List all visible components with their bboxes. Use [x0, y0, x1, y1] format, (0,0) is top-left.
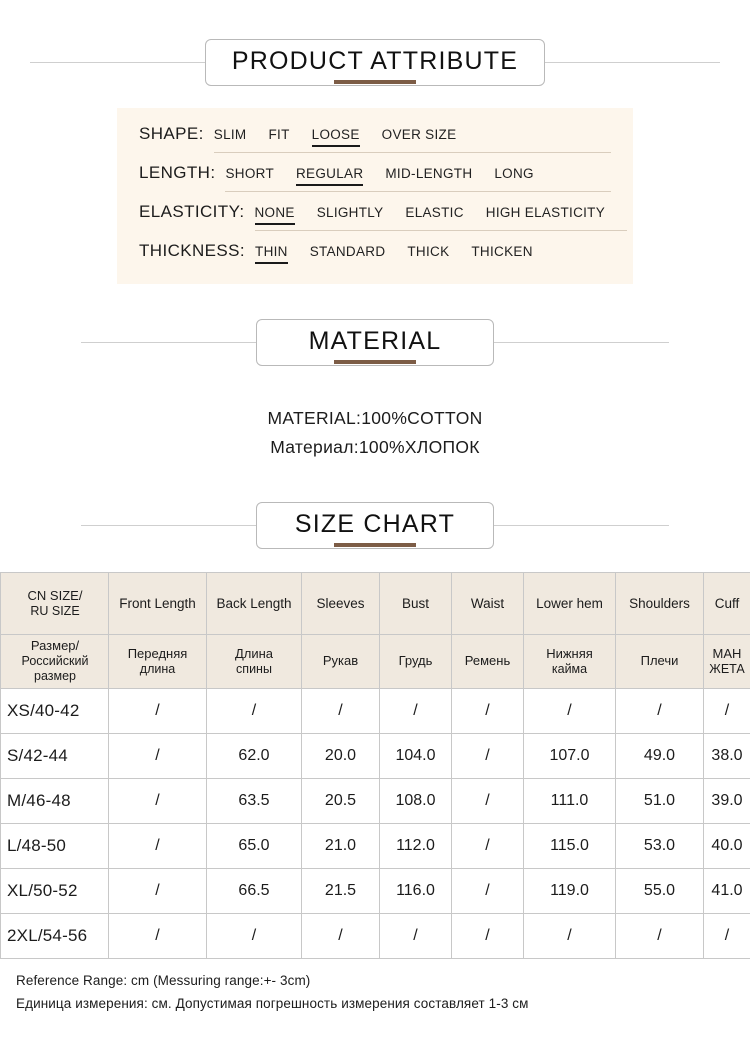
attribute-row-shape: [139, 124, 611, 147]
header-cell-waist: Waist: [452, 572, 524, 634]
header-cell-sleeves: Sleeves: [302, 572, 380, 634]
cell-bust: /: [380, 688, 452, 733]
section-header-material: [0, 314, 750, 370]
product-attribute-title-box: [205, 39, 545, 86]
section-header-product-attribute: [0, 34, 750, 90]
header-cell-waist-ru: Ремень: [452, 634, 524, 688]
header-ru-back-2: спины: [236, 661, 272, 676]
attribute-option-regular[interactable]: REGULAR: [296, 166, 363, 186]
attribute-panel: [117, 108, 633, 284]
attribute-option-loose[interactable]: LOOSE: [312, 127, 360, 147]
divider-left: [81, 342, 256, 343]
table-row: [1, 778, 750, 823]
table-row: [1, 733, 750, 778]
cell-lower-hem: 111.0: [524, 778, 616, 823]
attribute-row-length: [139, 163, 611, 186]
row-size: S/42-44: [1, 733, 109, 778]
cell-shoulders: 49.0: [616, 733, 704, 778]
page-title: PRODUCT ATTRIBUTE: [231, 46, 519, 75]
row-size: M/46-48: [1, 778, 109, 823]
header-ru-cuff-1: МАН: [712, 645, 742, 661]
attribute-option-slightly[interactable]: SLIGHTLY: [316, 205, 384, 220]
attribute-option-thicken[interactable]: THICKEN: [471, 244, 533, 259]
cell-cuff: 41.0: [704, 868, 750, 913]
attribute-row-thickness: [139, 241, 611, 264]
material-block: [0, 404, 750, 462]
header-ru-front-2: длина: [139, 661, 176, 676]
divider-left: [30, 62, 205, 63]
attribute-label-elasticity: ELASTICITY:: [139, 202, 245, 221]
header-cell-cuff: Cuff: [704, 572, 750, 634]
divider-right: [545, 62, 720, 63]
cell-sleeves: 20.5: [302, 778, 380, 823]
cell-front-length: /: [109, 913, 207, 958]
attribute-label-shape: SHAPE:: [139, 124, 204, 143]
header-ru-back-1: Длина: [234, 645, 274, 661]
attribute-option-slim[interactable]: SLIM: [213, 127, 247, 142]
cell-cuff: 40.0: [704, 823, 750, 868]
cell-lower-hem: /: [524, 913, 616, 958]
divider-right: [494, 342, 669, 343]
cell-waist: /: [452, 868, 524, 913]
cell-waist: /: [452, 778, 524, 823]
header-size-en-1: CN SIZE/: [27, 587, 83, 603]
row-size: XL/50-52: [1, 868, 109, 913]
material-title-box: [256, 319, 495, 366]
header-cell-cuff-ru: [704, 634, 750, 688]
cell-back-length: 65.0: [207, 823, 302, 868]
cell-sleeves: /: [302, 913, 380, 958]
cell-shoulders: 55.0: [616, 868, 704, 913]
cell-shoulders: /: [616, 913, 704, 958]
header-cell-front-length: Front Length: [109, 572, 207, 634]
cell-sleeves: 21.0: [302, 823, 380, 868]
header-cell-back-length-ru: [207, 634, 302, 688]
attribute-options-shape: [214, 127, 611, 147]
cell-lower-hem: 107.0: [524, 733, 616, 778]
cell-cuff: 38.0: [704, 733, 750, 778]
title-underline: [334, 80, 416, 84]
cell-bust: 112.0: [380, 823, 452, 868]
attribute-option-mid-length[interactable]: MID-LENGTH: [385, 166, 473, 181]
attribute-option-elastic[interactable]: ELASTIC: [405, 205, 464, 220]
attribute-option-fit[interactable]: FIT: [268, 127, 290, 142]
cell-front-length: /: [109, 733, 207, 778]
cell-shoulders: 53.0: [616, 823, 704, 868]
cell-waist: /: [452, 823, 524, 868]
attribute-option-long[interactable]: LONG: [494, 166, 534, 181]
header-cell-front-length-ru: [109, 634, 207, 688]
header-cell-sleeves-ru: Рукав: [302, 634, 380, 688]
header-cell-shoulders: Shoulders: [616, 572, 704, 634]
cell-shoulders: 51.0: [616, 778, 704, 823]
cell-cuff: /: [704, 913, 750, 958]
table-row: [1, 688, 750, 733]
divider-left: [81, 525, 256, 526]
header-size-ru-2: Российский: [21, 654, 89, 669]
measurement-notes: [0, 959, 750, 1016]
header-ru-hem-2: кайма: [551, 661, 588, 676]
cell-cuff: 39.0: [704, 778, 750, 823]
table-row: [1, 868, 750, 913]
cell-front-length: /: [109, 868, 207, 913]
attribute-row-divider: [214, 152, 611, 153]
cell-back-length: 63.5: [207, 778, 302, 823]
cell-bust: 108.0: [380, 778, 452, 823]
header-cell-bust-ru: Грудь: [380, 634, 452, 688]
row-size: L/48-50: [1, 823, 109, 868]
attribute-row-elasticity: [139, 202, 611, 225]
cell-lower-hem: 115.0: [524, 823, 616, 868]
divider-right: [494, 525, 669, 526]
attribute-options-elasticity: [255, 205, 628, 225]
material-title: MATERIAL: [308, 326, 442, 355]
header-cell-bust: Bust: [380, 572, 452, 634]
cell-waist: /: [452, 688, 524, 733]
header-cell-shoulders-ru: Плечи: [616, 634, 704, 688]
header-cell-lower-hem-ru: [524, 634, 616, 688]
cell-sleeves: 20.0: [302, 733, 380, 778]
cell-bust: 104.0: [380, 733, 452, 778]
attribute-option-standard[interactable]: STANDARD: [309, 244, 386, 259]
cell-waist: /: [452, 733, 524, 778]
header-size-ru-3: размер: [34, 668, 76, 683]
header-ru-cuff-2: ЖЕТА: [709, 661, 745, 676]
attribute-option-none[interactable]: NONE: [255, 205, 295, 225]
cell-front-length: /: [109, 823, 207, 868]
title-underline: [334, 360, 416, 364]
cell-back-length: 62.0: [207, 733, 302, 778]
table-row: [1, 913, 750, 958]
attribute-options-thickness: [255, 244, 611, 264]
cell-sleeves: /: [302, 688, 380, 733]
header-size-en-2: RU SIZE: [30, 603, 80, 618]
size-chart-table: [0, 572, 750, 959]
attribute-label-thickness: THICKNESS:: [139, 241, 246, 260]
note-ru: Единица измерения: см. Допустимая погрешность измерения составляет 1-3 см: [16, 996, 529, 1012]
attribute-options-length: [225, 166, 611, 186]
cell-back-length: /: [207, 688, 302, 733]
cell-lower-hem: /: [524, 688, 616, 733]
table-row: [1, 823, 750, 868]
attribute-option-short[interactable]: SHORT: [225, 166, 274, 181]
attribute-row-divider: [255, 230, 628, 231]
cell-lower-hem: 119.0: [524, 868, 616, 913]
cell-cuff: /: [704, 688, 750, 733]
cell-back-length: /: [207, 913, 302, 958]
attribute-option-high-elasticity[interactable]: HIGH ELASTICITY: [485, 205, 606, 220]
cell-front-length: /: [109, 688, 207, 733]
cell-waist: /: [452, 913, 524, 958]
table-header-row-en: [1, 572, 750, 634]
cell-shoulders: /: [616, 688, 704, 733]
cell-bust: /: [380, 913, 452, 958]
material-line-en: MATERIAL:100%COTTON: [267, 408, 483, 428]
table-header-row-ru: [1, 634, 750, 688]
row-size: XS/40-42: [1, 688, 109, 733]
header-cell-lower-hem: Lower hem: [524, 572, 616, 634]
note-en: Reference Range: cm (Messuring range:+- 3cm): [16, 972, 311, 988]
cell-bust: 116.0: [380, 868, 452, 913]
cell-front-length: /: [109, 778, 207, 823]
attribute-option-thin[interactable]: THIN: [255, 244, 288, 264]
attribute-row-divider: [225, 191, 611, 192]
cell-sleeves: 21.5: [302, 868, 380, 913]
size-chart-title-box: [256, 502, 494, 549]
attribute-option-thick[interactable]: THICK: [407, 244, 450, 259]
header-ru-front-1: Передняя: [127, 645, 188, 661]
header-cell-size: [1, 572, 109, 634]
section-header-size-chart: [0, 498, 750, 554]
header-ru-hem-1: Нижняя: [546, 645, 593, 661]
attribute-label-length: LENGTH:: [139, 163, 216, 182]
header-cell-back-length: Back Length: [207, 572, 302, 634]
size-chart-title: SIZE CHART: [294, 510, 456, 539]
title-underline: [334, 543, 416, 547]
row-size: 2XL/54-56: [1, 913, 109, 958]
header-size-ru-1: Размер/: [30, 638, 80, 654]
material-line-ru: Материал:100%ХЛОПОК: [270, 436, 480, 457]
header-cell-size-ru: [1, 634, 109, 688]
attribute-option-over-size[interactable]: OVER SIZE: [381, 127, 457, 142]
cell-back-length: 66.5: [207, 868, 302, 913]
